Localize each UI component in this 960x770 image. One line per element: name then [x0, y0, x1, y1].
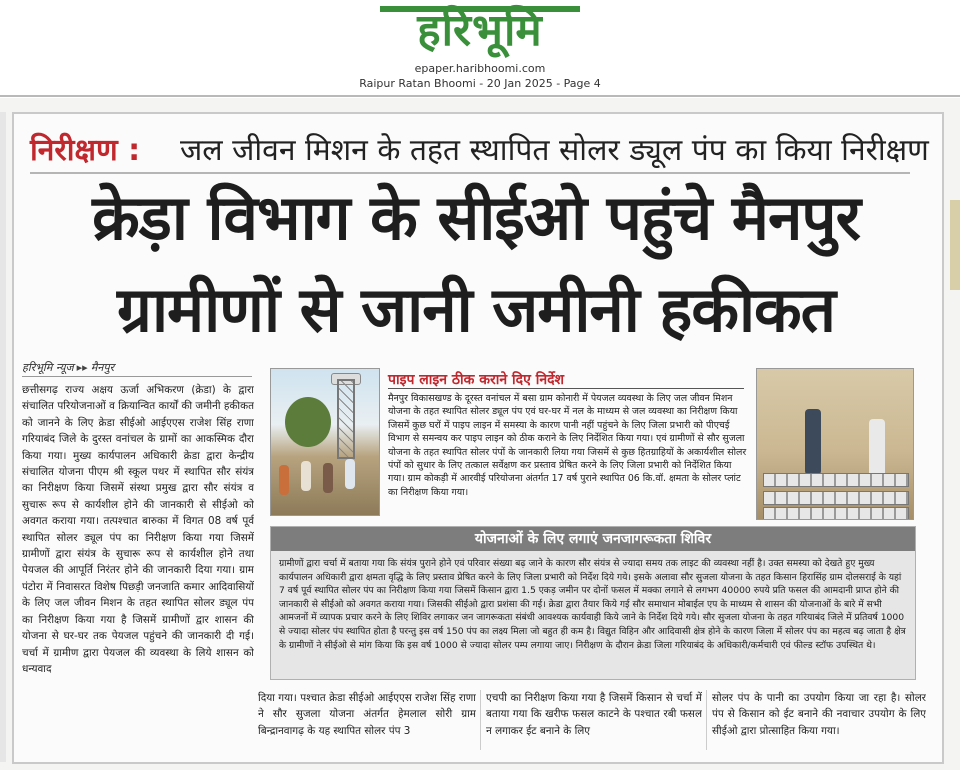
- article-body-left: छत्तीसगढ़ राज्य अक्षय ऊर्जा अभिकरण (क्रेडा) के द्वारा संचालित परियोजनाओं व क्रियान्वित कार्यों की जमीनी हकीकत को जानने के लिए क्रेडा सीईओ आईएएस राजेश सिंह राणा गरियाबंद जिले के दुरस्त वनांचल के ग्रामों का आकस्मिक दौरा किया गया। मुख्य कार्यपालन अधिकारी क्रेडा द्वारा केन्द्रीय संचालित योजना पीएम श्री स्कूल पथर में स्थापित सौर संयंत्र का निरीक्षण किया जिसमें संस्था प्रमुख द्वारा सौर संयंत्र व सुचारू रूप से कार्यशील होने की जानकारी से सीईओ को अवगत कराया गया। तत्पश्चात बारुका में विगत 08 वर्ष पूर्व स्थापित सोलर ड्यूल पंप का निरीक्षण किया गया जिसमें ग्रामीणों द्वारा संयंत्र के सुचारू रूप से कार्यशील होने तथा पेयजल की आपूर्ति निरंतर होने की जानकारी दिया गया। ग्राम पंटोरा में निवासरत विशेष पिछड़ी जनजाति कमार आदिवासियों के लिए जल जीवन मिशन के तहत स्थापित सोलर ड्यूल पंप का निरीक्षण किया गया है जिसमें ग्रामीणों द्वार शासन की योजना से घर-घर तक पेयजल पहुंचने की जानकारी दी गई। चर्चा में ग्रामीण द्वारा पेयजल की व्यवस्था के लिये शासन को धन्यवाद: [22, 384, 254, 675]
- person-figure: [279, 465, 289, 495]
- battery-row: [763, 473, 909, 487]
- masthead: [0, 0, 960, 96]
- column-divider: [706, 690, 707, 750]
- byline-source: हरिभूमि न्यूज: [22, 361, 74, 374]
- article-body-bottom-2: एचपी का निरीक्षण किया गया है जिसमें किसान से चर्चा में बताया गया कि खरीफ फसल काटने के पश्चात रबी फसल न लगाकर ईट बनाने के लिए: [486, 692, 702, 737]
- edition-info: Raipur Ratan Bhoomi - 20 Jan 2025 - Page 4: [359, 77, 601, 90]
- byline-arrow-icon: ▸▸: [76, 361, 88, 374]
- battery-row: [763, 507, 909, 520]
- sub-heading: पाइप लाइन ठीक कराने दिए निर्देश: [388, 372, 565, 388]
- person-figure: [805, 409, 821, 475]
- column-divider: [480, 690, 481, 750]
- adjacent-page-edge: [0, 112, 6, 762]
- sub-heading-rule: [388, 388, 744, 389]
- epaper-url[interactable]: epaper.haribhoomi.com: [414, 62, 546, 75]
- photo-solar-pump-site: [270, 368, 380, 516]
- box-body: ग्रामीणों द्वारा चर्चा में बताया गया कि संयंत्र पुराने होने एवं परिवार संख्या बढ़ जाने के कारण सौर संयंत्र से ज्यादा समय तक लाइट की व्यवस्था नहीं है। उक्त समस्या को देखते हुए मुख्य कार्यपालन अधिकारी द्वारा क्षमता वृद्धि के लिए प्रस्ताव प्रेषित करने के लिए जिला प्रभारी को निर्देश दिये गये। इसके अलावा सौर सुजला योजना के तहत किसान हिरासिंह ग्राम दोलसराई के यहां 7 वर्ष पूर्व स्थापित सोलर पंप का निरीक्षण किया गया जिसमें किसान द्वारा 1.5 एकड़ जमीन पर दोनों फसल में मक्का लगाने से लगभग 40000 रुपये प्रति फसल की आमदानी प्राप्त होने की जानकारी से सीईओ को अवगत कराया गया। जिसकी सीईओ द्वारा प्रशंसा की गई। क्रेडा द्वारा तैयार किये गई सौर समाधान मोबाईल एप के माध्यम से शासन की योजनाओं के बारे में सभी आमजनों में व्यापक प्रचार करने के लिए शिविर लगाकर जन जागरूकता संबंधी आवश्यक कार्यवाही किये जाने के निर्देश दिये गये। सौर सुजला योजना के तहत गरियाबंद जिले में प्रतिवर्ष 1000 से ज्यादा सोलर पंप स्थापित होता है परन्तु इस वर्ष 150 पंप का लक्ष्य मिला जो बहुत ही कम है। विद्युत विहिन और आदिवासी क्षेत्र होने के कारण जिला में सोलर पंप का महत्व बढ़ जाता है क्षेत्र के ग्रामीणों ने सीईओ से मांग किया कि इस वर्ष 1000 से ज्यादा सोलर पम्प लगाया जाए। निरीक्षण के दौरान क्रेडा जिला गरियाबंद के अधिकारी/कर्मचारी एवं फील्ड स्टॉफ उपस्थित थे।: [279, 558, 906, 651]
- tower-shape: [337, 379, 355, 459]
- article-body-bottom-1: दिया गया। पश्चात क्रेडा सीईओ आईएएस राजेश सिंह राणा ने सौर सुजला योजना अंतर्गत हेमलाल सोरी ग्राम बिन्द्रानवागढ़ के यह स्थापित सोलर पंप 3: [258, 692, 476, 737]
- photo-solar-battery-room: [756, 368, 914, 520]
- person-figure: [869, 419, 885, 481]
- byline: [22, 360, 114, 375]
- kicker-label: निरीक्षण :: [30, 133, 141, 168]
- awareness-box: [270, 526, 916, 680]
- headline-line-2: ग्रामीणों से जानी जमीनी हकीकत: [117, 273, 835, 346]
- byline-place: मैनपुर: [90, 361, 115, 374]
- person-figure: [345, 459, 355, 489]
- adjacent-page-edge-right: [950, 200, 960, 290]
- box-heading: योजनाओं के लिए लगाएं जनजागरूकता शिविर: [271, 527, 915, 551]
- article-body-bottom-3: सोलर पंप के पानी का उपयोग किया जा रहा है। सोलर पंप से किसान को ईट बनाने की नवाचार उपयोग के लिए सीईओ द्वारा प्रोत्साहित किया गया।: [712, 692, 926, 737]
- tree-shape: [285, 397, 331, 447]
- battery-row: [763, 491, 909, 505]
- newspaper-logo[interactable]: हरिभूमि: [417, 5, 543, 56]
- person-figure: [323, 463, 333, 493]
- kicker-divider: [30, 172, 910, 174]
- masthead-divider: [0, 95, 960, 97]
- headline-line-1: क्रेड़ा विभाग के सीईओ पहुंचे मैनपुर: [92, 181, 860, 254]
- byline-divider: [22, 376, 252, 377]
- article-body-middle: मैनपुर विकासखण्ड के दूरस्त वनांचल में बसा ग्राम कोनारी में पेयजल व्यवस्था के लिए जल जीवन मिशन योजना के तहत स्थापित सोलर ड्यूल पंप एवं घर-घर में नल के माध्यम से जल व्यवस्था का निरीक्षण किया जिसमें कुछ घरों में पाइप लाइन में समस्या के कारण पानी नहीं पहुंचने के लिए जिला प्रभारी को पीएचई विभाग से समन्वय कर पाइप लाइन को ठीक कराने के लिए निर्देशित किया गया। एवं ग्रामीणों से सौर सुजला योजना के तहत स्थापित सोलर पंपों के जानकारी लिया गया जिसमें से कुछ हितग्राहियों के अकार्यशील सोलर पंपों को सुधार के लिए तत्काल सर्वेक्षण कर प्रस्ताव प्रेषित करने के लिए जिला प्रभारी को निर्देशित किया गया। ग्राम कोकड़ी में आरवीई परियोजना अंतर्गत 17 वर्ष पुराने स्थापित 06 कि.वॉ. क्षमता के सोलर प्लांट का निरीक्षण किया गया।: [388, 393, 747, 498]
- kicker-row: [30, 124, 930, 172]
- kicker-text: जल जीवन मिशन के तहत स्थापित सोलर ड्यूल पंप का किया निरीक्षण: [180, 133, 929, 168]
- person-figure: [301, 461, 311, 491]
